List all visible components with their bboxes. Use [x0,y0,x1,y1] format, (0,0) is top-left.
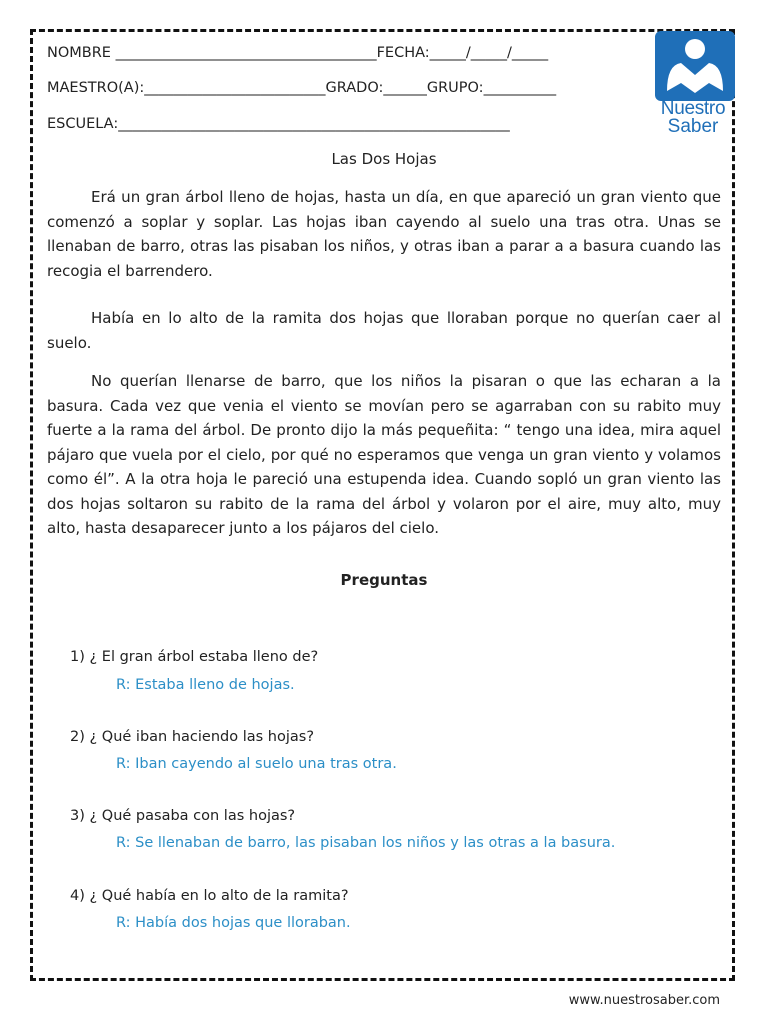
story-title: Las Dos Hojas [331,150,437,168]
answer-3: R: Se llenaban de barro, las pisaban los niños y las otras a la basura. [116,835,616,851]
maestro-grado-grupo-line: MAESTRO(A):_________________________GRADO:______GRUPO:__________ [47,80,557,96]
logo-text-nuestro: Nuestro [660,98,726,119]
story-paragraph-2 [47,306,721,355]
paragraph-text: Erá un gran árbol lleno de hojas, hasta un día, en que apareció un gran viento que comenzó a soplar y soplar. Las hojas iban cayendo al suelo una tras otra. Unas se llenaban de barro, otras las pisaban los niños, y otras iban a parar a a basura cuando las recogia el barrendero. [47,188,721,280]
story-paragraph-1 [47,185,721,283]
question-3: 3) ¿ Qué pasaba con las hojas? [70,808,296,824]
nombre-fecha-line: NOMBRE ____________________________________FECHA:_____/_____/_____ [47,45,549,61]
logo-book-icon [655,31,735,101]
answer-2: R: Iban cayendo al suelo una tras otra. [116,756,397,772]
paragraph-text: Había en lo alto de la ramita dos hojas que lloraban porque no querían caer al suelo. [47,309,721,352]
logo-text-saber: Saber [667,116,719,137]
questions-heading: Preguntas [340,571,428,589]
question-1: 1) ¿ El gran árbol estaba lleno de? [70,649,319,665]
nuestro-saber-logo [651,31,735,135]
story-paragraph-3 [47,369,721,541]
paragraph-text: No querían llenarse de barro, que los niños la pisaran o que las echaran a la basura. Cada vez que venia el viento se movían pero se agarraban con su rabito muy fuerte a la rama del árbol. De pronto dijo la más pequeñita: “ tengo una idea, mira aquel pájaro que vuela por el cielo, por qué no esperamos que venga un gran viento y volamos como él”. A la otra hoja le pareció una estupenda idea. Cuando sopló un gran viento las dos hojas soltaron su rabito de la rama del árbol y volaron por el aire, muy alto, muy alto, hasta desaparecer junto a los pájaros del cielo. [47,372,721,537]
escuela-line: ESCUELA:______________________________________________________ [47,116,510,132]
answer-4: R: Había dos hojas que lloraban. [116,915,351,931]
footer-url[interactable]: www.nuestrosaber.com [568,993,720,1008]
question-2: 2) ¿ Qué iban haciendo las hojas? [70,729,315,745]
question-4: 4) ¿ Qué había en lo alto de la ramita? [70,888,349,904]
answer-1: R: Estaba lleno de hojas. [116,677,295,693]
